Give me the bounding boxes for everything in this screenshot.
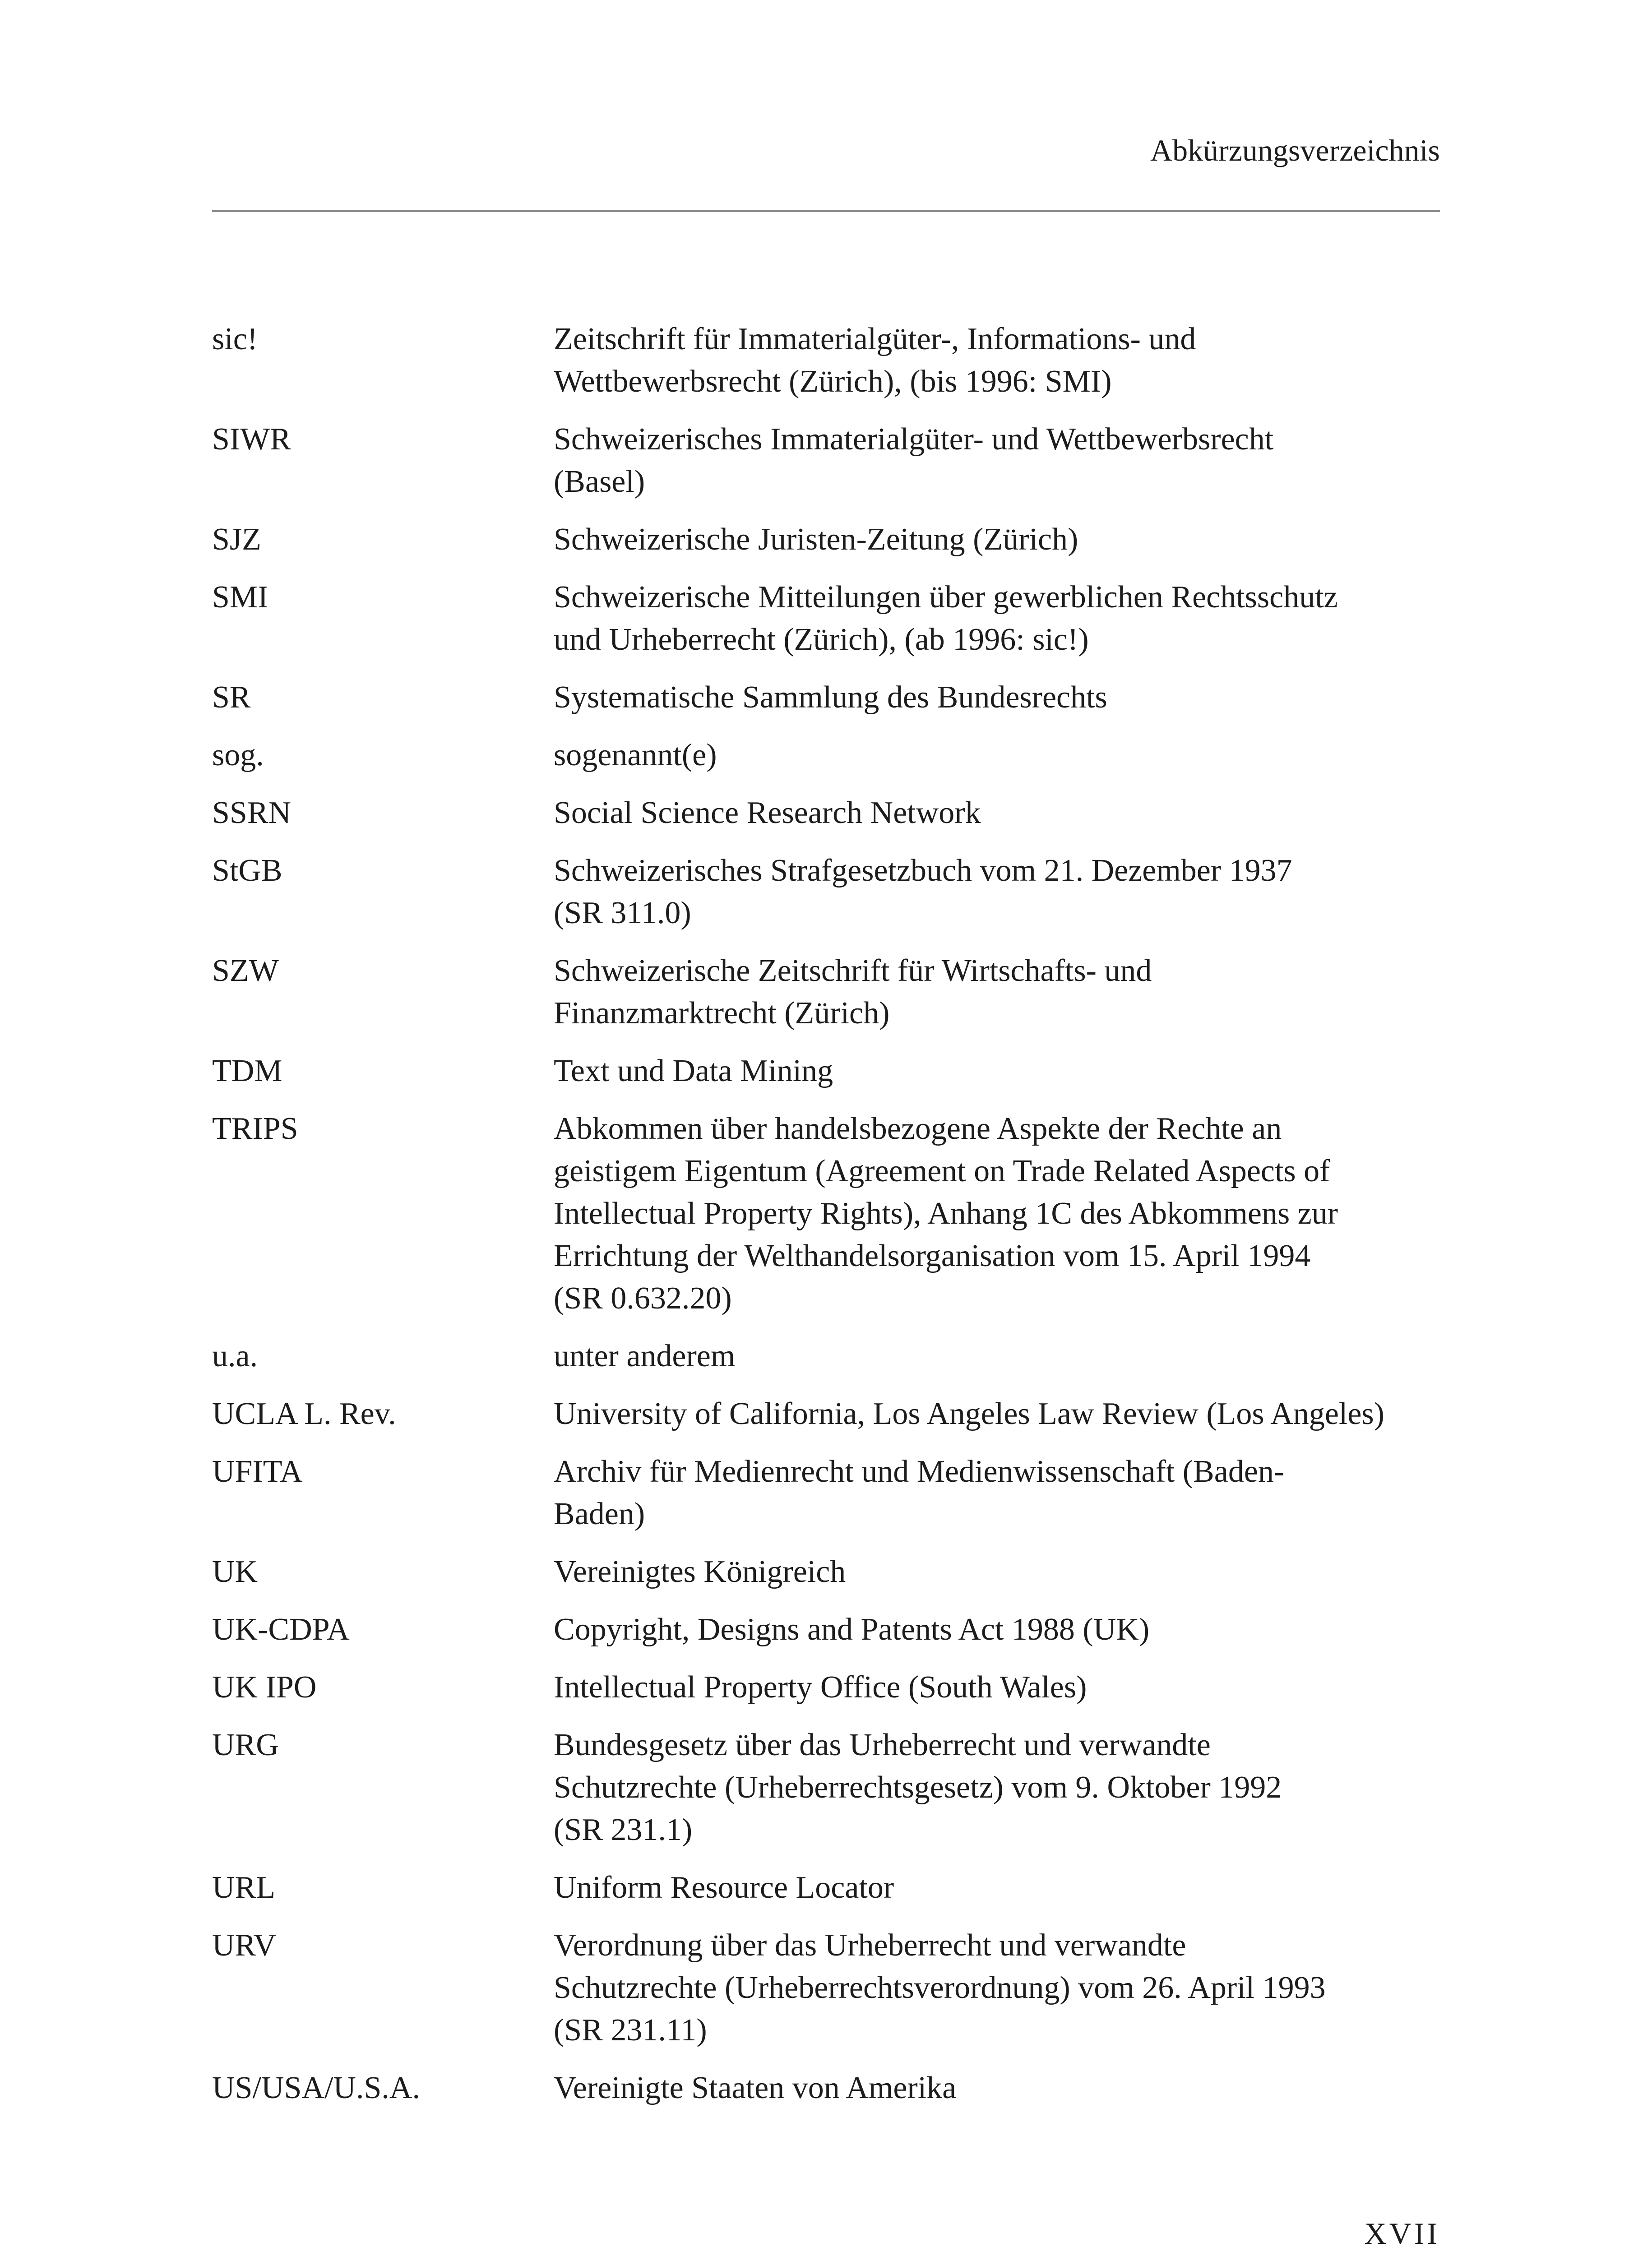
abbreviation-definition: sogenannt(e)	[554, 738, 717, 772]
abbreviation-entry	[212, 418, 1440, 503]
abbreviation-entry	[212, 676, 1440, 719]
abbreviation-entry	[212, 1867, 1440, 1909]
abbreviation-entry	[212, 1551, 1440, 1593]
abbreviation-term: u.a.	[212, 1339, 258, 1373]
abbreviation-entry	[212, 1050, 1440, 1092]
abbreviation-definition: Abkommen über handelsbezogene Aspekte der Rechte an geistigem Eigentum (Agreement on Trade Related Aspects of Intellectual Property Rights), Anhang 1C des Abkommens zur Errichtung der Welthandelsorganisation vom 15. April 1994 (SR 0.632.20)	[554, 1111, 1338, 1316]
abbreviation-entry	[212, 1666, 1440, 1709]
abbreviation-entry	[212, 850, 1440, 934]
abbreviation-definition: Vereinigte Staaten von Amerika	[554, 2071, 957, 2105]
abbreviation-entry	[212, 734, 1440, 777]
abbreviation-entry	[212, 1451, 1440, 1535]
abbreviation-definition: Schweizerische Mitteilungen über gewerblichen Rechtsschutz und Urheberrecht (Zürich), (ab 1996: sic!)	[554, 580, 1338, 657]
abbreviation-term: SZW	[212, 953, 279, 988]
abbreviation-entry	[212, 792, 1440, 834]
abbreviation-term: UK IPO	[212, 1670, 317, 1705]
abbreviation-entry	[212, 1724, 1440, 1851]
abbreviation-term: URG	[212, 1728, 279, 1762]
running-title: Abkürzungsverzeichnis	[1150, 133, 1440, 167]
abbreviation-entry	[212, 1609, 1440, 1651]
abbreviation-term: SMI	[212, 580, 268, 615]
abbreviation-term: SSRN	[212, 795, 292, 830]
header-rule	[212, 210, 1440, 212]
abbreviation-term: US/USA/U.S.A.	[212, 2071, 420, 2105]
abbreviation-definition: Intellectual Property Office (South Wales)	[554, 1670, 1087, 1705]
abbreviation-entry	[212, 950, 1440, 1035]
abbreviation-definition: Vereinigtes Königreich	[554, 1554, 846, 1589]
abbreviation-definition: Social Science Research Network	[554, 795, 981, 830]
abbreviation-entry	[212, 318, 1440, 403]
abbreviation-term: SIWR	[212, 422, 291, 457]
abbreviation-definition: Zeitschrift für Immaterialgüter-, Informations- und Wettbewerbsrecht (Zürich), (bis 1996: SMI)	[554, 322, 1196, 399]
abbreviation-entry	[212, 2067, 1440, 2109]
abbreviation-definition: Schweizerische Juristen-Zeitung (Zürich)	[554, 522, 1078, 557]
abbreviation-entry	[212, 576, 1440, 661]
abbreviation-entry	[212, 518, 1440, 561]
abbreviation-term: UK	[212, 1554, 258, 1589]
abbreviation-term: UFITA	[212, 1454, 303, 1489]
abbreviation-definition: Verordnung über das Urheberrecht und verwandte Schutzrechte (Urheberrechtsverordnung) vom 26. April 1993 (SR 231.11)	[554, 1928, 1326, 2048]
abbreviation-definition: Text und Data Mining	[554, 1054, 833, 1088]
abbreviation-term: sog.	[212, 738, 264, 772]
abbreviation-term: StGB	[212, 853, 282, 888]
abbreviation-list	[212, 318, 1440, 2125]
abbreviation-term: URL	[212, 1870, 275, 1905]
abbreviation-entry	[212, 1393, 1440, 1435]
abbreviation-term: TRIPS	[212, 1111, 298, 1146]
abbreviation-term: SJZ	[212, 522, 261, 557]
abbreviation-definition: Uniform Resource Locator	[554, 1870, 894, 1905]
abbreviation-definition: Schweizerisches Immaterialgüter- und Wettbewerbsrecht (Basel)	[554, 422, 1274, 499]
abbreviation-term: UCLA L. Rev.	[212, 1396, 396, 1431]
abbreviation-term: sic!	[212, 322, 258, 356]
abbreviation-term: UK-CDPA	[212, 1612, 350, 1647]
abbreviation-definition: unter anderem	[554, 1339, 736, 1373]
abbreviation-term: URV	[212, 1928, 277, 1963]
abbreviation-entry	[212, 1924, 1440, 2052]
abbreviation-definition: Bundesgesetz über das Urheberrecht und verwandte Schutzrechte (Urheberrechtsgesetz) vom 9. Oktober 1992 (SR 231.1)	[554, 1728, 1282, 1847]
abbreviation-definition: Schweizerische Zeitschrift für Wirtschafts- und Finanzmarktrecht (Zürich)	[554, 953, 1152, 1031]
abbreviation-entry	[212, 1335, 1440, 1378]
abbreviation-term: TDM	[212, 1054, 282, 1088]
abbreviation-definition: Schweizerisches Strafgesetzbuch vom 21. Dezember 1937 (SR 311.0)	[554, 853, 1292, 930]
page-number: XVII	[1364, 2216, 1440, 2251]
abbreviation-entry	[212, 1108, 1440, 1320]
abbreviation-definition: Systematische Sammlung des Bundesrechts	[554, 680, 1107, 715]
abbreviation-definition: University of California, Los Angeles Law Review (Los Angeles)	[554, 1396, 1384, 1431]
abbreviation-term: SR	[212, 680, 251, 715]
abbreviation-definition: Archiv für Medienrecht und Medienwissenschaft (Baden- Baden)	[554, 1454, 1285, 1531]
abbreviation-definition: Copyright, Designs and Patents Act 1988 (UK)	[554, 1612, 1150, 1647]
